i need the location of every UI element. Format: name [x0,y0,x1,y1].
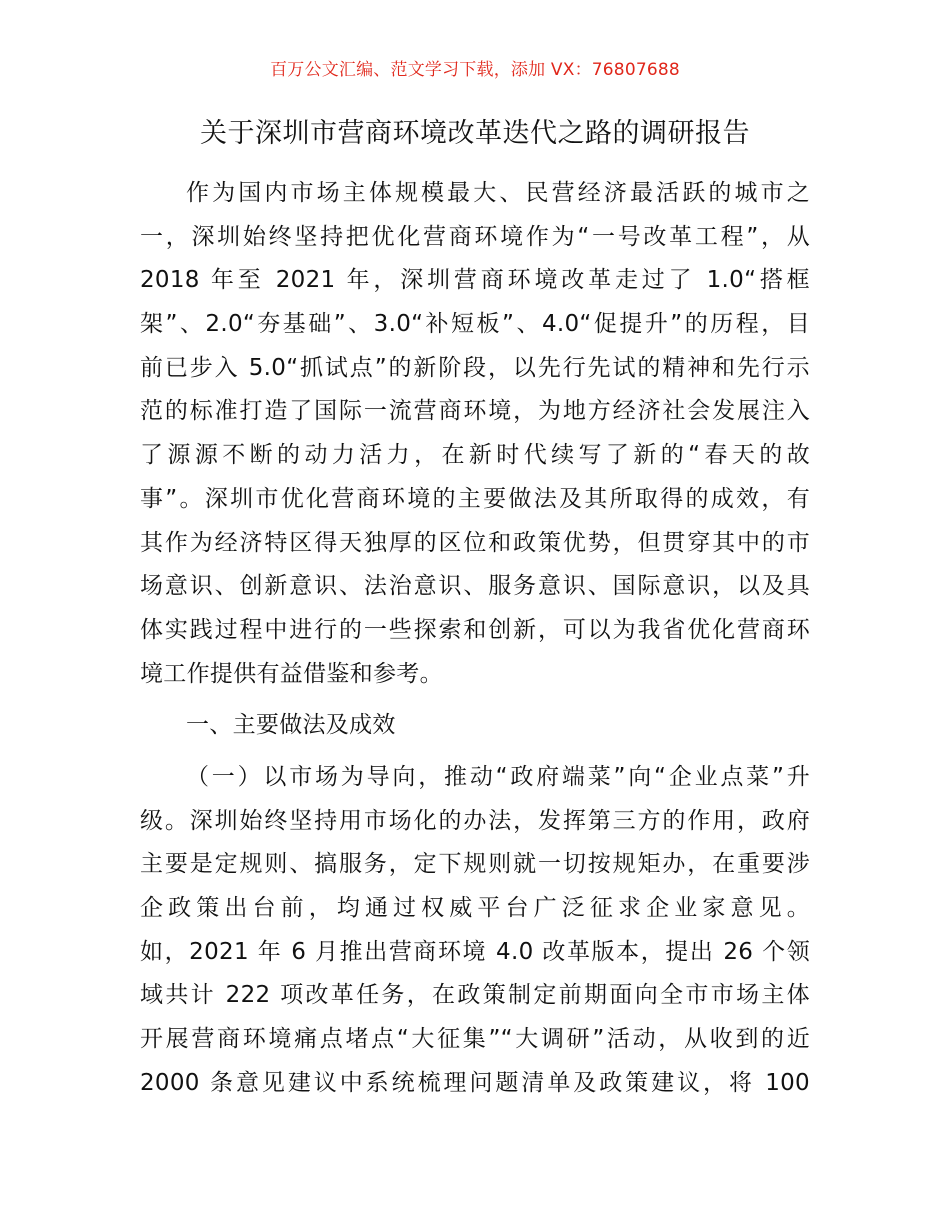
paragraph-line: 企政策出台前，均通过权威平台广泛征求企业家意见。 [140,895,810,921]
paragraph-line: 一，深圳始终坚持把优化营商环境作为“一号改革工程”，从 [140,223,810,250]
document-title: 关于深圳市营商环境改革迭代之路的调研报告 [200,118,750,149]
paragraph-line: 作为国内市场主体规模最大、民营经济最活跃的城市之 [186,180,810,206]
paragraph-line: 主要是定规则、搞服务，定下规则就一切按规矩办，在重要涉 [140,851,810,878]
paragraph-market-orientation [140,756,810,1106]
paragraph-line: 范的标准打造了国际一流营商环境，为地方经济社会发展注入 [140,398,810,425]
document-body [140,172,810,1105]
paragraph-line: 事”。深圳市优化营商环境的主要做法及其所取得的成效，有 [140,485,810,512]
watermark-text: 百万公文汇编、范文学习下载，添加 VX：76807688 [270,60,680,80]
paragraph-line: 体实践过程中进行的一些探索和创新，可以为我省优化营商环 [140,616,810,643]
paragraph-line: 场意识、创新意识、法治意识、服务意识、国际意识，以及具 [140,573,810,600]
paragraph-line: 架”、2.0“夯基础”、3.0“补短板”、4.0“促提升”的历程，目 [140,311,810,338]
paragraph-line: 2018 年至 2021 年，深圳营商环境改革走过了 1.0“搭框 [140,267,810,294]
paragraph-intro [140,172,810,696]
paragraph-line: 域共计 222 项改革任务，在政策制定前期面向全市市场主体 [140,982,810,1009]
spacer [140,748,810,756]
paragraph-line: （一）以市场为导向，推动“政府端菜”向“企业点菜”升 [186,763,810,790]
paragraph-line: 境工作提供有益借鉴和参考。 [140,660,443,687]
paragraph-line: 其作为经济特区得天独厚的区位和政策优势，但贯穿其中的市 [140,529,810,556]
spacer [140,696,810,704]
paragraph-line: 如，2021 年 6 月推出营商环境 4.0 改革版本，提出 26 个领 [140,938,810,965]
section-heading: 一、主要做法及成效 [186,712,396,739]
paragraph-line: 2000 条意见建议中系统梳理问题清单及政策建议，将 100 [140,1069,810,1096]
paragraph-line: 前已步入 5.0“抓试点”的新阶段，以先行先试的精神和先行示 [140,354,810,381]
paragraph-line: 了源源不断的动力活力，在新时代续写了新的“春天的故 [140,442,810,469]
paragraph-line: 级。深圳始终坚持用市场化的办法，发挥第三方的作用，政府 [140,807,810,834]
paragraph-line: 开展营商环境痛点堵点“大征集”“大调研”活动，从收到的近 [140,1026,810,1053]
